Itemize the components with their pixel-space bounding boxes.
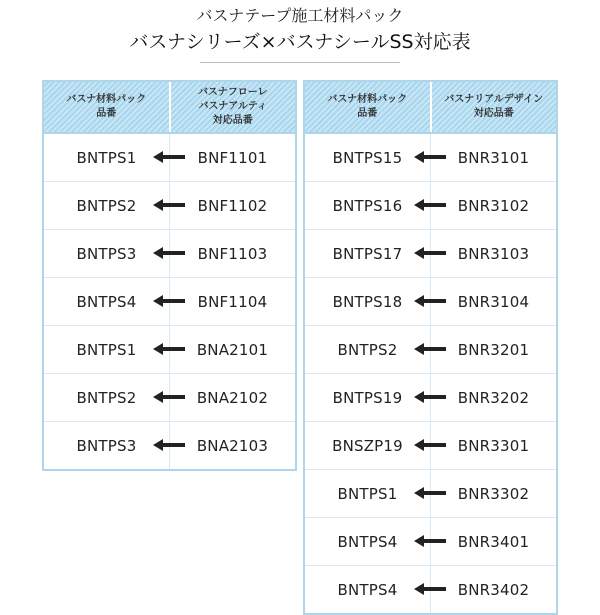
pack-number-cell: BNTPS2 <box>337 340 398 359</box>
pack-number-cell: BNTPS4 <box>337 580 398 599</box>
pack-number-cell: BNTPS3 <box>76 244 137 263</box>
left-arrow-icon <box>414 583 446 595</box>
table-row <box>44 277 295 325</box>
table-row <box>305 421 556 469</box>
pack-number-cell: BNTPS4 <box>76 292 137 311</box>
table-row <box>44 421 295 469</box>
compatible-number-cell: BNA2101 <box>169 326 295 373</box>
compatible-number-cell: BNR3301 <box>430 422 556 469</box>
left-arrow-icon <box>414 343 446 355</box>
header-compatible-number: バスナリアルデザイン 対応品番 <box>430 82 557 132</box>
pack-number-cell: BNTPS2 <box>76 388 137 407</box>
left-arrow-icon <box>414 295 446 307</box>
left-arrow-icon <box>153 295 185 307</box>
compatibility-table-left <box>42 80 297 471</box>
left-arrow-icon <box>153 343 185 355</box>
table-row <box>305 229 556 277</box>
page-header <box>0 0 600 63</box>
pack-number-cell: BNTPS16 <box>332 196 403 215</box>
pack-number-cell: BNSZP19 <box>332 436 403 455</box>
left-arrow-icon <box>414 247 446 259</box>
compatible-number-cell: BNF1101 <box>169 134 295 181</box>
left-arrow-icon <box>153 391 185 403</box>
table-row <box>44 325 295 373</box>
table-body <box>44 134 295 469</box>
table-row <box>44 134 295 181</box>
left-arrow-icon <box>153 247 185 259</box>
left-arrow-icon <box>414 199 446 211</box>
pack-number-cell: BNTPS2 <box>76 196 137 215</box>
compatible-number-cell: BNF1103 <box>169 230 295 277</box>
table-row <box>305 134 556 181</box>
table-body <box>305 134 556 613</box>
table-row <box>305 373 556 421</box>
left-arrow-icon <box>153 151 185 163</box>
pack-number-cell: BNTPS1 <box>76 148 137 167</box>
table-row <box>305 277 556 325</box>
pack-number-cell: BNTPS3 <box>76 436 137 455</box>
table-row <box>305 469 556 517</box>
compatible-number-cell: BNA2102 <box>169 374 295 421</box>
compatible-number-cell: BNR3401 <box>430 518 556 565</box>
title-divider <box>200 62 400 63</box>
compatible-number-cell: BNR3402 <box>430 566 556 613</box>
left-arrow-icon <box>414 535 446 547</box>
pack-number-cell: BNTPS15 <box>332 148 403 167</box>
pack-number-cell: BNTPS18 <box>332 292 403 311</box>
page-title: バスナテープ施工材料パック <box>196 6 404 25</box>
pack-number-cell: BNTPS19 <box>332 388 403 407</box>
compatible-number-cell: BNF1104 <box>169 278 295 325</box>
compatible-number-cell: BNF1102 <box>169 182 295 229</box>
pack-number-cell: BNTPS1 <box>76 340 137 359</box>
compatible-number-cell: BNA2103 <box>169 422 295 469</box>
pack-number-cell: BNTPS17 <box>332 244 403 263</box>
table-header <box>44 82 295 134</box>
table-row <box>305 565 556 613</box>
compatible-number-cell: BNR3201 <box>430 326 556 373</box>
compatible-number-cell: BNR3302 <box>430 470 556 517</box>
table-row <box>305 181 556 229</box>
left-arrow-icon <box>153 199 185 211</box>
compatible-number-cell: BNR3104 <box>430 278 556 325</box>
table-row <box>305 517 556 565</box>
compatibility-table-right <box>303 80 558 615</box>
left-arrow-icon <box>414 151 446 163</box>
header-pack-number: バスナ材料パック 品番 <box>305 82 430 132</box>
pack-number-cell: BNTPS1 <box>337 484 398 503</box>
table-row <box>44 373 295 421</box>
left-arrow-icon <box>414 487 446 499</box>
table-row <box>305 325 556 373</box>
table-header <box>305 82 556 134</box>
left-arrow-icon <box>414 391 446 403</box>
compatible-number-cell: BNR3102 <box>430 182 556 229</box>
header-compatible-number: バスナフローレ バスナアルティ 対応品番 <box>169 82 296 132</box>
left-arrow-icon <box>153 439 185 451</box>
compatible-number-cell: BNR3101 <box>430 134 556 181</box>
page-subtitle: バスナシリーズ×バスナシールSS対応表 <box>129 31 471 53</box>
pack-number-cell: BNTPS4 <box>337 532 398 551</box>
left-arrow-icon <box>414 439 446 451</box>
compatible-number-cell: BNR3103 <box>430 230 556 277</box>
table-row <box>44 181 295 229</box>
table-row <box>44 229 295 277</box>
compatible-number-cell: BNR3202 <box>430 374 556 421</box>
header-pack-number: バスナ材料パック 品番 <box>44 82 169 132</box>
